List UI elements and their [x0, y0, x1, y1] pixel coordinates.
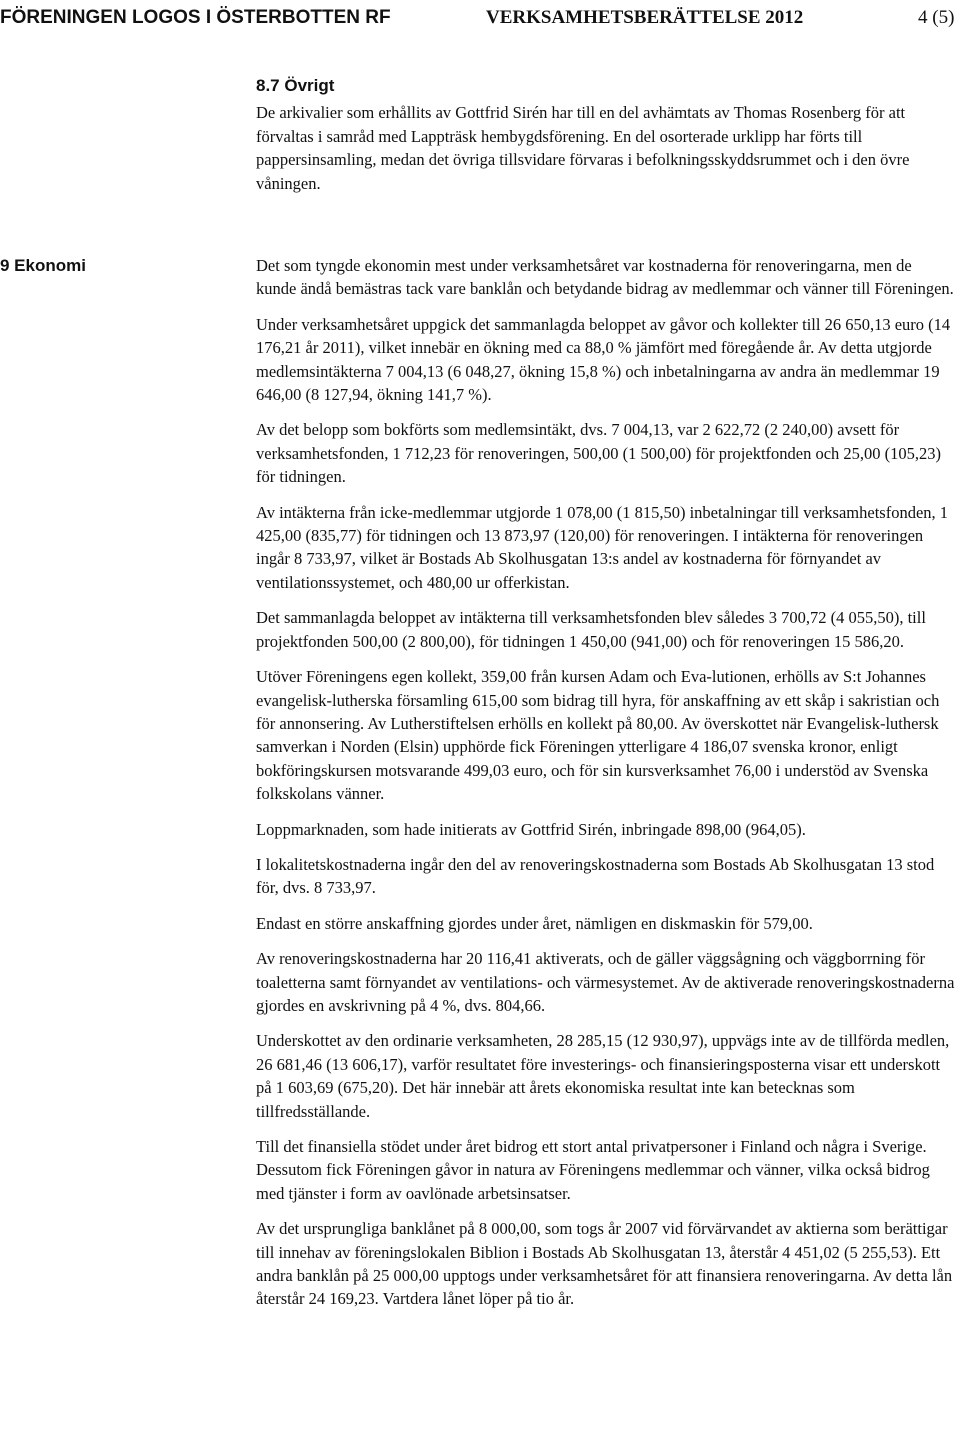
report-title: VERKSAMHETSBERÄTTELSE 2012	[486, 7, 804, 28]
paragraph: Loppmarknaden, som hade initierats av Gottfrid Sirén, inbringade 898,00 (964,05).	[256, 819, 806, 839]
paragraph: Av det ursprungliga banklånet på 8 000,00, som togs år 2007 vid förvärvandet av aktierna som berättigar till innehav av föreningslokalen Biblion i Bostads Ab Skolhusgatan 13, återstår 4 451,02 (5 255,53). Ett andra banklån på 25 000,00 upptogs under verksamhetsåret för att finansiera renoveringarna. Av detta lån återstår 24 169,23. Vartdera lånet löper på tio år.	[256, 1219, 953, 1309]
paragraph: Endast en större anskaffning gjordes under året, nämligen en diskmaskin för 579,00.	[256, 913, 813, 933]
section-8-7-paragraph: De arkivalier som erhållits av Gottfrid Sirén har till en del avhämtats av Thomas Rosenberg för att förvaltas i samråd med Lappträsk hembygdsförening. En del osorterade urklipp har förts till pappersinsamling, medan det övriga tillsvidare förvaras i befolkningsskyddsrummet och i den övre våningen.	[256, 103, 910, 193]
section-9-label: 9 Ekonomi	[0, 256, 86, 275]
section-9-body	[256, 254, 956, 1323]
paragraph: Underskottet av den ordinarie verksamheten, 28 285,15 (12 930,97), uppvägs inte av de tillförda medlen, 26 681,46 (13 606,17), varför resultatet före investerings- och finansieringsposterna visar ett underskott på 1 603,69 (675,20). Det här innebär att årets ekonomiska resultat inte kan betecknas som tillfredsställande.	[256, 1031, 950, 1121]
paragraph: Det sammanlagda beloppet av intäkterna till verksamhetsfonden blev således 3 700,72 (4 055,50), till projektfonden 500,00 (2 800,00), för tidningen 1 450,00 (941,00) och för renoveringen 15 586,20.	[256, 608, 926, 651]
paragraph: Av det belopp som bokförts som medlemsintäkt, dvs. 7 004,13, var 2 622,72 (2 240,00) avsett för verksamhetsfonden, 1 712,23 för renoveringen, 500,00 (1 500,00) för projektfonden och 25,00 (105,23) för tidningen.	[256, 420, 942, 487]
page-number: 4 (5)	[918, 7, 955, 28]
paragraph: I lokalitetskostnaderna ingår den del av renoveringskostnaderna som Bostads Ab Skolhusgatan 13 stod för, dvs. 8 733,97.	[256, 854, 935, 898]
page-header	[0, 4, 960, 32]
paragraph: Av renoveringskostnaderna har 20 116,41 aktiverats, och de gäller väggsågning och väggborrning för toaletterna samt förnyandet av ventilations- och värmesystemet. Av de aktiverade renoveringskostnaderna gjordes en avskrivning på 4 %, dvs. 804,66.	[256, 949, 955, 1015]
section-8-7-heading: 8.7 Övrigt	[256, 76, 335, 95]
section-8-7	[256, 74, 956, 207]
paragraph: Till det finansiella stödet under året bidrog ett stort antal privatpersoner i Finland och några i Sverige. Dessutom fick Föreningen gåvor in natura av Föreningens medlemmar och vänner, vilka också bidrog med tjänster i form av oavlönade arbetsinsatser.	[256, 1137, 930, 1203]
paragraph: Det som tyngde ekonomin mest under verksamhetsåret var kostnaderna för renoveringarna, men de kunde ändå bemästras tack vare banklån och betydande bidrag av medlemmar och vänner till Föreningen.	[256, 256, 954, 299]
organization-name: FÖRENINGEN LOGOS I ÖSTERBOTTEN RF	[0, 7, 391, 28]
paragraph: Utöver Föreningens egen kollekt, 359,00 från kursen Adam och Eva-lutionen, erhölls av S:t Johannes evangelisk-lutherska församling 615,00 som bidrag till hyra, för anskaffning av ett skåp i sakristian och för annonsering. Av Lutherstiftelsen erhölls en kollekt på 80,00. Av överskottet när Evangelisk-luthersk samverkan i Norden (Elsin) upphörde fick Föreningen ytterligare 4 186,07 svenska kronor, enligt bokföringskursen motsvarande 499,03 euro, och för sin kursverksamhet 76,00 i understöd av Svenska folkskolans vänner.	[256, 667, 940, 804]
paragraph: Av intäkterna från icke-medlemmar utgjorde 1 078,00 (1 815,50) inbetalningar till verksamhetsfonden, 1 425,00 (835,77) för tidningen och 13 873,97 (120,00) för renoveringen. I intäkterna för renoveringen ingår 8 733,97, vilket är Bostads Ab Skolhusgatan 13:s andel av kostnaderna för förnyandet av ventilationssystemet, och 480,00 ur offerkistan.	[256, 502, 949, 592]
paragraph: Under verksamhetsåret uppgick det sammanlagda beloppet av gåvor och kollekter till 26 650,13 euro (14 176,21 år 2011), vilket innebär en ökning med ca 88,0 % jämfört med föregående år. Av detta utgjorde medlemsintäkterna 7 004,13 (6 048,27, ökning 15,8 %) och inbetalningarna av andra än medlemmar 19 646,00 (8 127,94, ökning 141,7 %).	[256, 314, 951, 405]
